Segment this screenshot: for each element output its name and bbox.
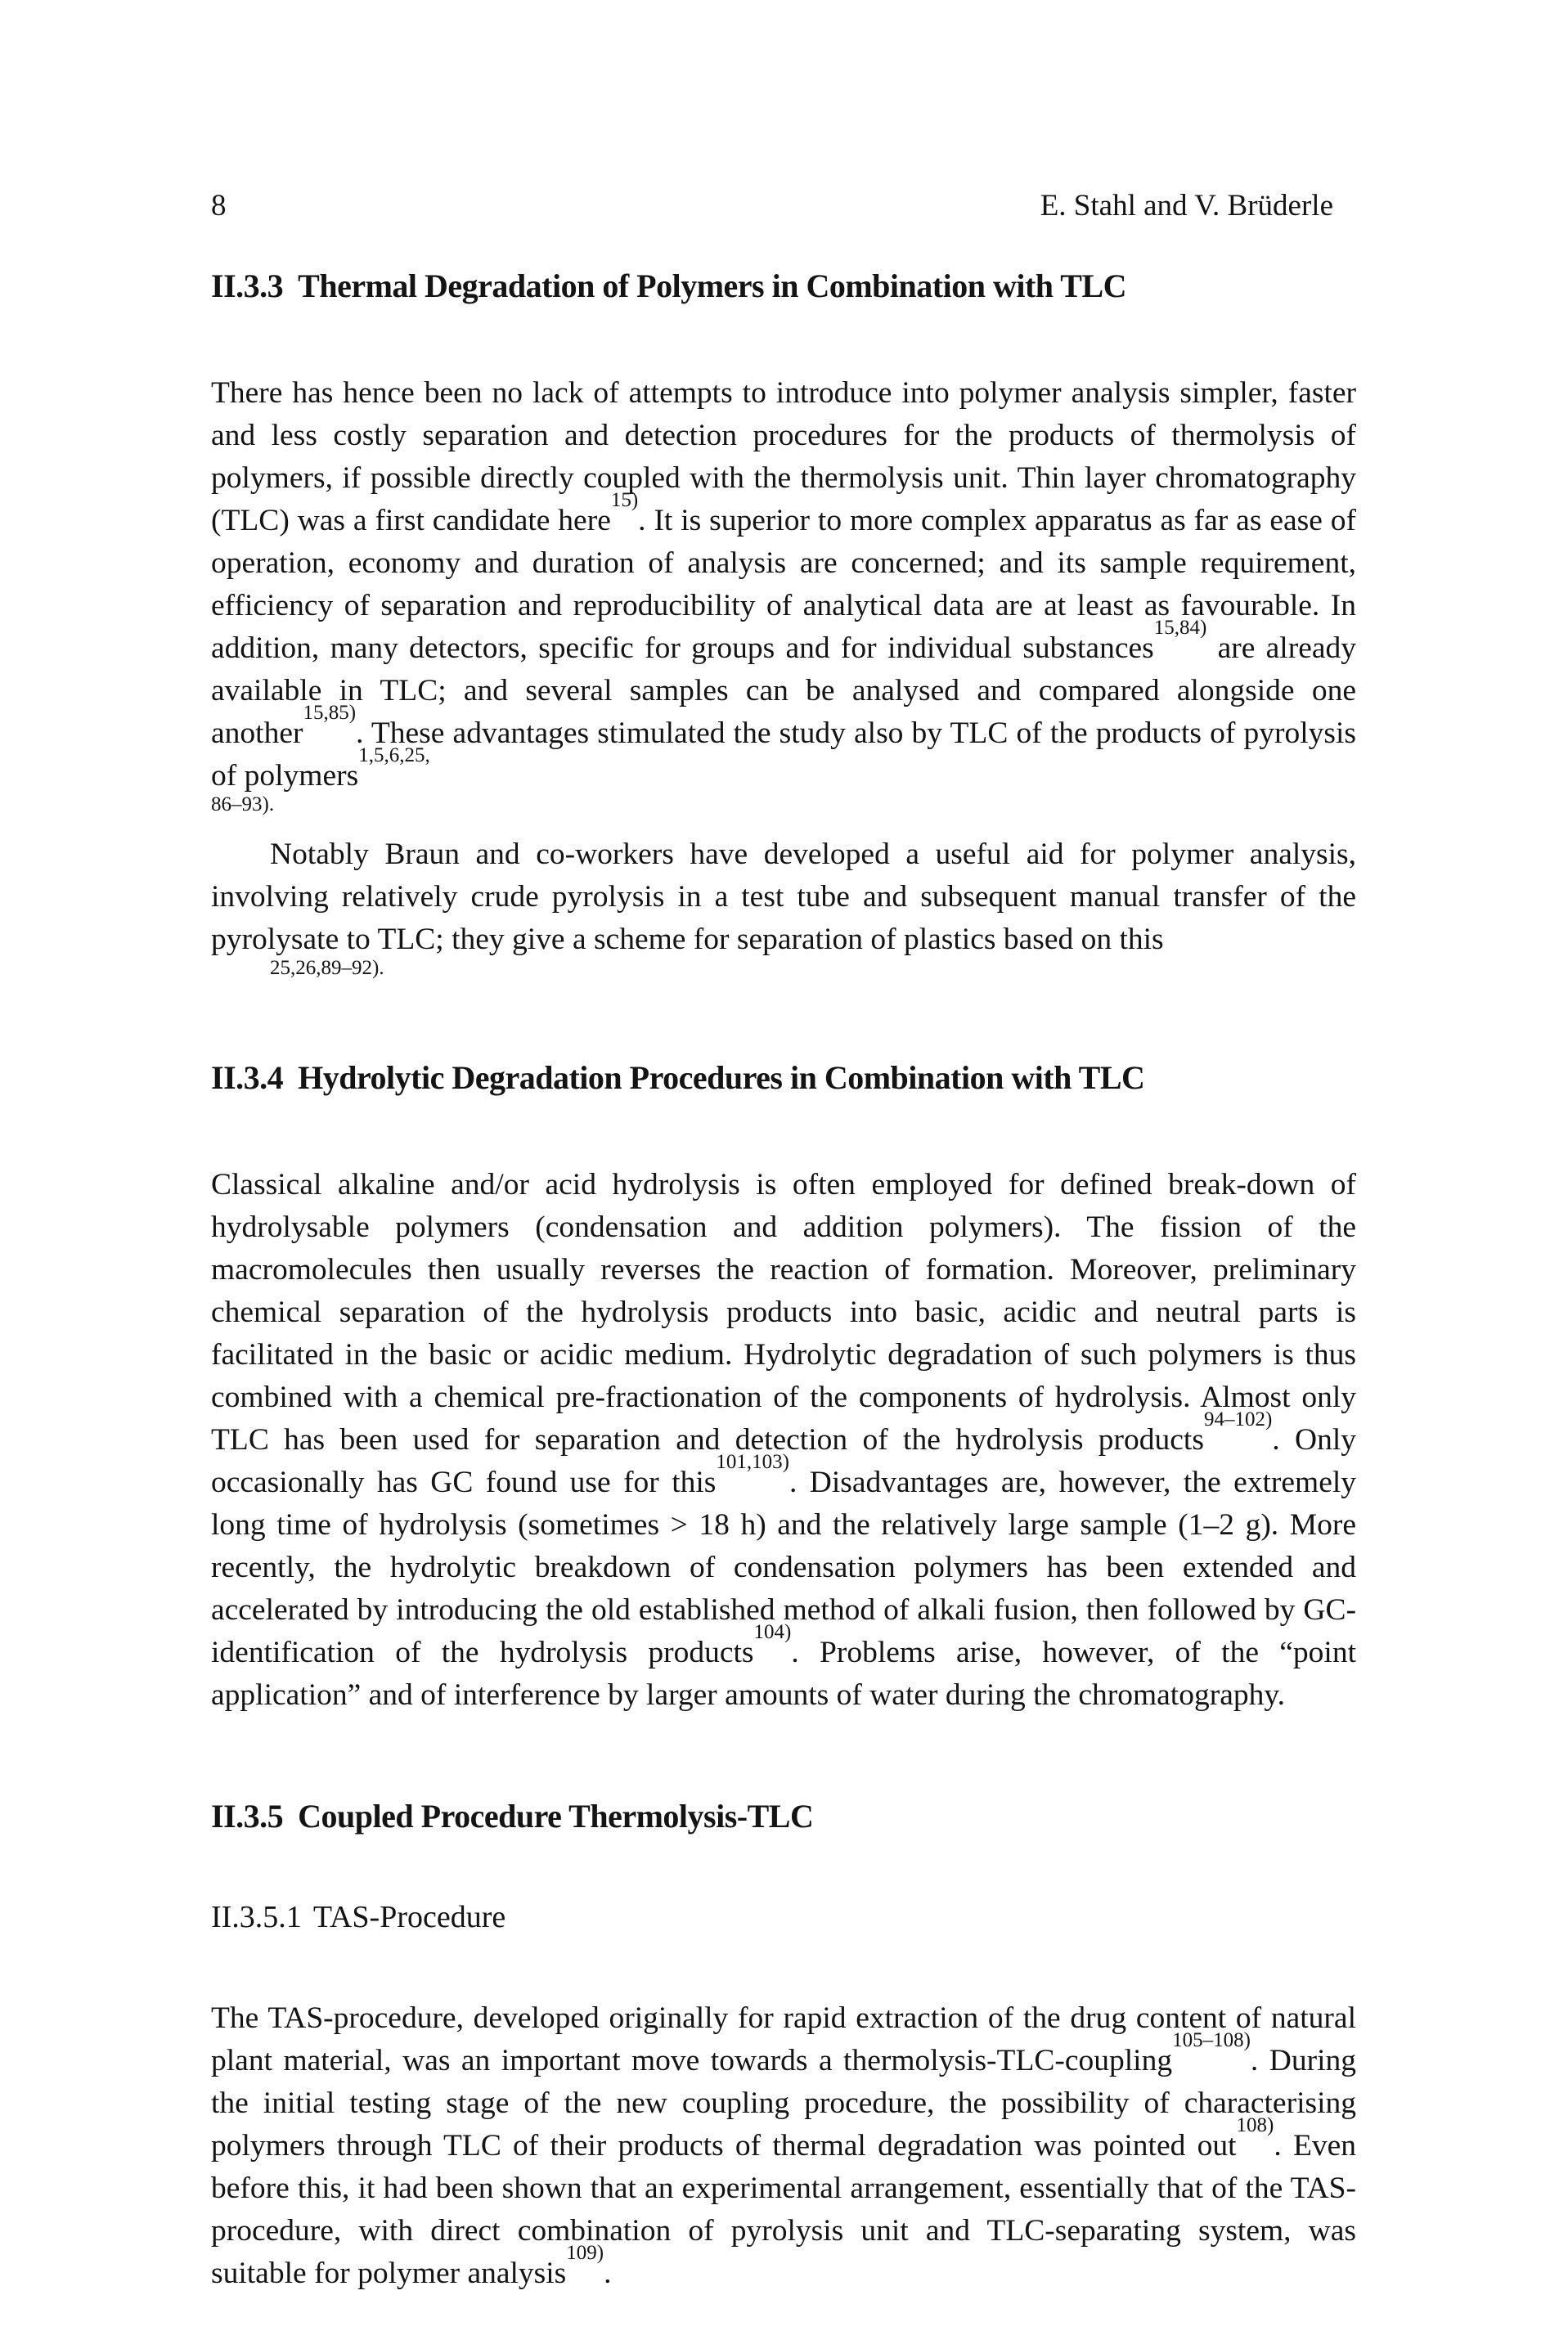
text-run: Notably Braun and co-workers have developed a useful aid for polymer analysis, involving relatively crude pyrolysis in a test tube and subsequent manual transfer of the pyrolysate to TLC; they give a scheme for separation of plastics based on this bbox=[211, 838, 1356, 956]
section-heading-ii-3-4 bbox=[211, 1058, 1356, 1097]
page-number: 8 bbox=[211, 189, 227, 222]
section-title: Hydrolytic Degradation Procedures in Combination with TLC bbox=[298, 1059, 1145, 1096]
text-run: . bbox=[604, 2257, 612, 2290]
text-run: . These advantages stimulated the study also by TLC of the products of pyrolysis of polymers bbox=[211, 716, 1356, 793]
text-run: The TAS-procedure, developed originally for rapid extraction of the drug content of natural plant material, was an important move towards a thermolysis-TLC-coupling bbox=[211, 2001, 1356, 2077]
paragraph-ii-3-3-1 bbox=[211, 372, 1356, 817]
text-run: . bbox=[268, 793, 275, 815]
citation-ref-continued: 25,26,89–92) bbox=[270, 957, 380, 979]
section-heading-ii-3-5 bbox=[211, 1797, 1356, 1835]
paragraph-ii-3-5-1-1 bbox=[211, 1997, 1356, 2295]
citation-ref: 105–108) bbox=[1172, 2028, 1251, 2051]
text-run: Classical alkaline and/or acid hydrolysis is often employed for defined break-down of hydrolysable polymers (condensation and addition polymers). The fission of the macromolecules then usually reverses the reaction of formation. Moreover, preliminary chemical separation of the hydrolysis products into basic, acidic and neutral parts is facilitated in the basic or acidic medium. Hydrolytic degradation of such polymers is thus combined with a chemical pre-fractionation of the components of hydrolysis. Almost only TLC has been used for separation and detection of the hydrolysis products bbox=[211, 1168, 1356, 1457]
section-number: II.3.5 bbox=[211, 1798, 284, 1835]
section-heading-ii-3-3 bbox=[211, 267, 1356, 305]
running-header bbox=[211, 178, 1356, 227]
citation-ref: 15,84) bbox=[1153, 616, 1207, 639]
citation-ref: 108) bbox=[1236, 2113, 1274, 2136]
text-run: . Even before this, it had been shown that an experimental arrangement, essentially that of the TAS-procedure, with direct combination of pyrolysis unit and TLC-separating system, was suitable for polymer analysis bbox=[211, 2129, 1356, 2290]
text-run: There has hence been no lack of attempts to introduce into polymer analysis simpler, faster and less costly separation and detection procedures for the products of thermolysis of polymers, if possible directly coupled with the thermolysis unit. Thin layer chromatography (TLC) was a first candidate here bbox=[211, 376, 1356, 537]
paragraph-ii-3-3-2 bbox=[211, 833, 1356, 981]
page bbox=[211, 178, 1356, 2295]
running-head-authors: E. Stahl and V. Brüderle bbox=[1040, 189, 1333, 222]
citation-ref: 15,85) bbox=[303, 701, 357, 724]
text-run: . Problems arise, however, of the “point application” and of interference by larger amounts of water during the chromatography. bbox=[211, 1636, 1356, 1712]
text-run: are already available in TLC; and several samples can be analysed and compared alongside one another bbox=[211, 631, 1357, 750]
text-run: . Disadvantages are, however, the extremely long time of hydrolysis (sometimes > 18 h) and the relatively large sample (1–2 g). More recently, the hydrolytic breakdown of condensation polymers has been extended and accelerated by introducing the old established method of alkali fusion, then followed by GC-identification of the hydrolysis products bbox=[211, 1466, 1357, 1669]
citation-ref: 109) bbox=[566, 2241, 604, 2264]
text-run: . Only occasionally has GC found use for this bbox=[211, 1423, 1356, 1499]
text-run: . It is superior to more complex apparatus as far as ease of operation, economy and duration of analysis are concerned; and its sample requirement, efficiency of separation and reproducibility of analytical data are at least as favourable. In addition, many detectors, specific for groups and for individual substances bbox=[211, 504, 1356, 665]
subsection-heading-ii-3-5-1 bbox=[211, 1899, 1356, 1935]
section-number: II.3.3 bbox=[211, 267, 284, 304]
text-run: . bbox=[379, 957, 384, 979]
section-title: Thermal Degradation of Polymers in Combination with TLC bbox=[298, 267, 1127, 304]
section-number: II.3.4 bbox=[211, 1059, 284, 1096]
citation-ref: 104) bbox=[753, 1620, 792, 1643]
citation-ref: 101,103) bbox=[716, 1450, 789, 1473]
citation-ref: 15) bbox=[610, 488, 639, 511]
section-title: Coupled Procedure Thermolysis-TLC bbox=[298, 1798, 814, 1835]
citation-ref: 94–102) bbox=[1203, 1408, 1273, 1430]
citation-ref: 1,5,6,25, bbox=[358, 743, 430, 766]
text-run: . During the initial testing stage of the new coupling procedure, the possibility of characterising polymers through TLC of their products of thermal degradation was pointed out bbox=[211, 2044, 1356, 2163]
citation-ref-continued: 86–93) bbox=[211, 793, 269, 815]
subsection-number: II.3.5.1 bbox=[211, 1900, 302, 1934]
paragraph-ii-3-4-1 bbox=[211, 1164, 1356, 1717]
subsection-title: TAS-Procedure bbox=[312, 1900, 506, 1934]
